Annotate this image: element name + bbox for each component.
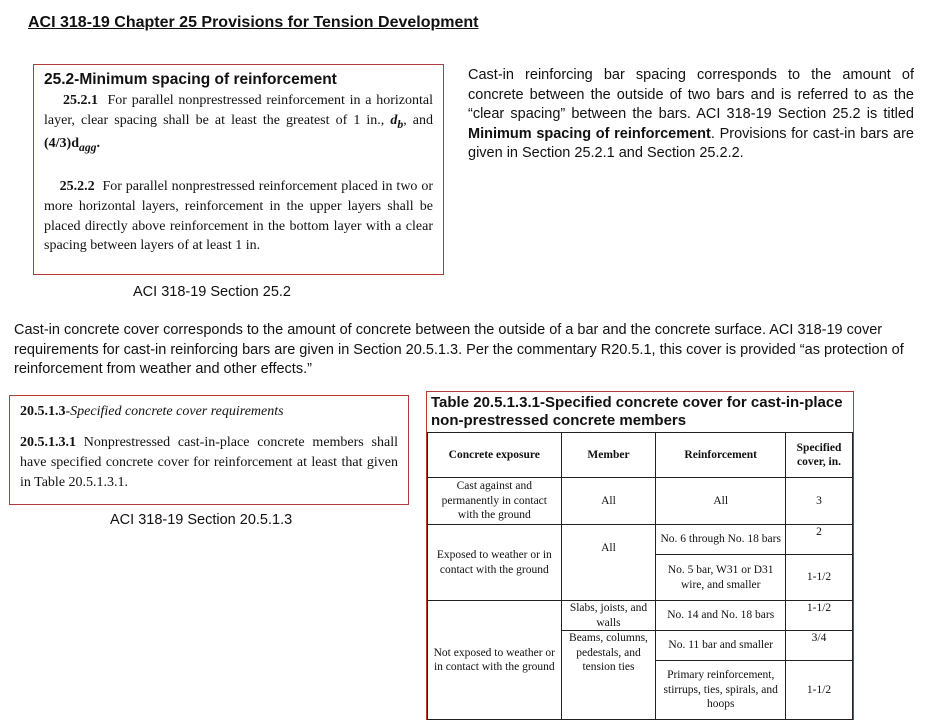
explanation-text: Cast-in reinforcing bar spacing corresponds to the amount of concrete between the outside of two bars and is referred to as the “clear spacing” between the bars. ACI 318-19 Section 25.2 is titled	[468, 67, 914, 123]
table-cell: No. 11 bar and smaller	[656, 631, 786, 661]
provision-25-2-1	[44, 91, 433, 158]
symbol-dagg-sub: agg	[79, 141, 97, 155]
table-cell: All	[561, 478, 656, 525]
section-20-5-1-3-heading	[20, 402, 398, 422]
table-header: Reinforcement	[656, 433, 786, 478]
table-row	[428, 478, 853, 525]
table-cell: Slabs, joists, and walls	[561, 601, 656, 631]
caption-section-20-5-1-3: ACI 318-19 Section 20.5.1.3	[110, 512, 293, 528]
symbol-db: d	[390, 112, 398, 128]
section-heading-text: -Specified concrete cover requirements	[65, 404, 284, 419]
section-20-5-1-3-box	[9, 395, 409, 505]
explanation-text-end: . Provisions for cast-in bars are given in Section 25.2.1 and Section 25.2.2.	[468, 125, 914, 162]
table-cell: No. 5 bar, W31 or D31 wire, and smaller	[656, 555, 786, 601]
section-25-2-heading: 25.2-Minimum spacing of reinforcement	[44, 71, 337, 88]
table-cell: 2	[786, 525, 853, 555]
table-cell: 3	[786, 478, 853, 525]
provision-number: 25.2.2	[59, 178, 95, 194]
table-cell: All	[561, 525, 656, 601]
spacing-explanation	[468, 66, 914, 164]
section-25-2-box	[33, 64, 444, 275]
explanation-bold: Minimum spacing of reinforcement	[468, 125, 711, 142]
provision-text: Nonprestressed cast-in-place concrete members shall have specified concrete cover for reinforcement at least that given in Table 20.5.1.3.1.	[20, 435, 398, 490]
table-cell: 1-1/2	[786, 601, 853, 631]
provision-end: .	[96, 136, 100, 152]
table-cell: Beams, columns, pedestals, and tension ties	[561, 631, 656, 720]
cover-explanation: Cast-in concrete cover corresponds to the amount of concrete between the outside of a bar and the concrete surface. ACI 318-19 cover requirements for cast-in reinforcing bars are given in Section 20.5.1.3. Per the commentary R20.5.1, this cover is provided “as protection of reinforcement from weather and other effects.”	[14, 322, 904, 378]
table-row	[428, 525, 853, 555]
table-header-row	[428, 433, 853, 478]
provision-20-5-1-3-1	[20, 433, 398, 493]
table-header: Concrete exposure	[428, 433, 562, 478]
provision-number: 25.2.1	[63, 93, 98, 108]
table-row	[428, 601, 853, 631]
provision-text: For parallel nonprestressed reinforcement placed in two or more horizontal layers, reinforcement in the upper layers shall be placed directly above reinforcement in the bottom layer with a clear spacing between layers of at least 1 in.	[44, 178, 433, 254]
cover-table-box	[426, 391, 854, 720]
table-cell: 3/4	[786, 631, 853, 661]
table-cell: No. 6 through No. 18 bars	[656, 525, 786, 555]
provision-number: 20.5.1.3.1	[20, 435, 76, 450]
caption-section-25-2: ACI 318-19 Section 25.2	[133, 284, 291, 300]
page-title: ACI 318-19 Chapter 25 Provisions for Tension Development	[28, 14, 479, 31]
symbol-dagg: (4/3)d	[44, 136, 79, 152]
provision-25-2-2	[44, 177, 433, 256]
table-header: Specified cover, in.	[786, 433, 853, 478]
table-cell: All	[656, 478, 786, 525]
table-cell: Primary reinforcement, stirrups, ties, spirals, and hoops	[656, 661, 786, 720]
table-cell: Not exposed to weather or in contact with the ground	[428, 601, 562, 720]
section-number: 20.5.1.3	[20, 404, 66, 419]
provision-text-and: , and	[403, 112, 433, 128]
table-cell: No. 14 and No. 18 bars	[656, 601, 786, 631]
table-header: Member	[561, 433, 656, 478]
symbol-db-sub: b	[397, 117, 404, 131]
provision-text: For parallel nonprestressed reinforcement in a horizontal layer, clear spacing shall be at least the greatest of 1 in.,	[44, 93, 433, 128]
table-cell: Exposed to weather or in contact with the ground	[428, 525, 562, 601]
cover-table	[427, 432, 853, 720]
table-cell: 1-1/2	[786, 555, 853, 601]
table-title: Table 20.5.1.3.1-Specified concrete cover for cast-in-place non-prestressed concrete members	[431, 394, 843, 429]
table-cell: Cast against and permanently in contact with the ground	[428, 478, 562, 525]
table-cell: 1-1/2	[786, 661, 853, 720]
